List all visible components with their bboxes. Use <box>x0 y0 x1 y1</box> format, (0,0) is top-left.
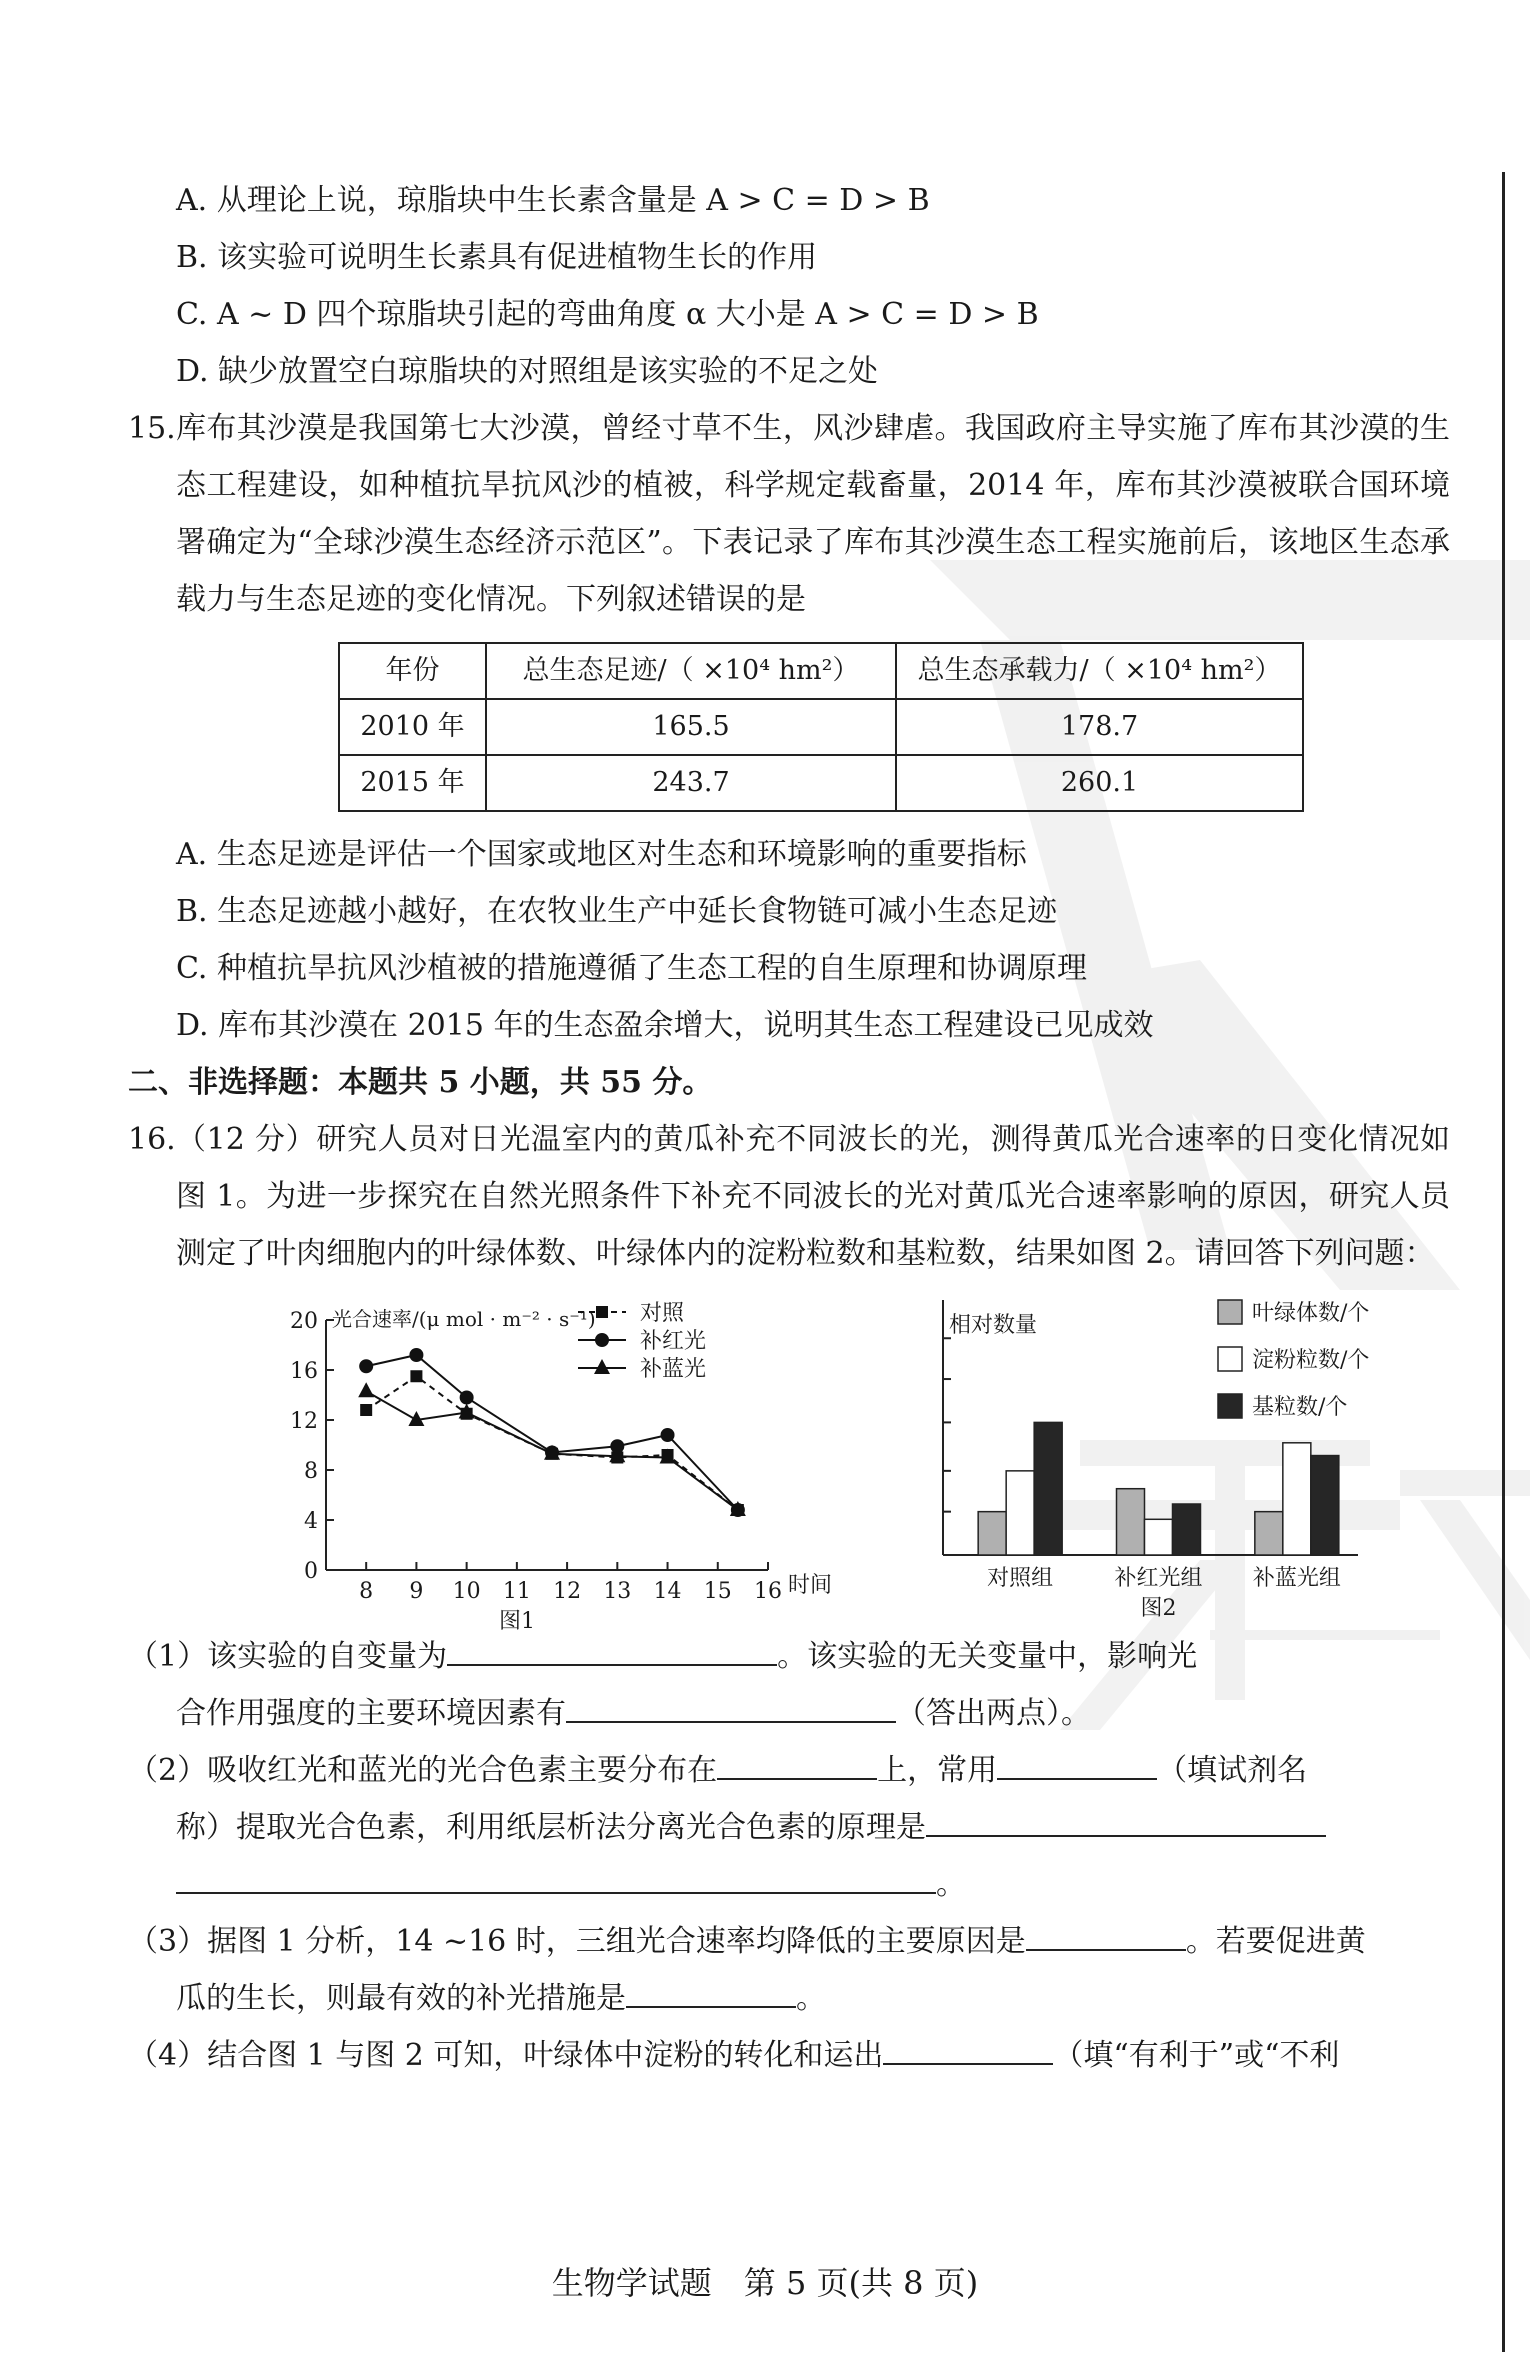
y-tick-label: 0 <box>304 1559 318 1584</box>
q15-option-a: A. 生态足迹是评估一个国家或地区对生态和环境影响的重要指标 <box>176 837 1027 872</box>
category-label: 对照组 <box>987 1566 1054 1591</box>
x-axis-label: 时间 <box>788 1573 833 1598</box>
q14-option-b: B. 该实验可说明生长素具有促进植物生长的作用 <box>176 240 818 275</box>
sub-question-1-text: （1）该实验的自变量为 <box>128 1639 448 1674</box>
sub-question-4 <box>128 2027 1450 2084</box>
table-cell: 178.7 <box>896 699 1303 755</box>
sub-question-2-line <box>176 1799 1450 1856</box>
x-tick-label: 10 <box>452 1579 481 1604</box>
bar <box>978 1512 1006 1555</box>
sub-question-1-text: （答出两点）。 <box>896 1696 1091 1731</box>
q15-option-b: B. 生态足迹越小越好，在农牧业生产中延长食物链可减小生态足迹 <box>176 894 1058 929</box>
answer-blank[interactable] <box>997 1744 1157 1780</box>
table-header-row <box>339 643 1303 699</box>
sub-question-3-line <box>176 1970 1450 2027</box>
series-line <box>366 1376 738 1510</box>
legend-swatch <box>1218 1300 1242 1324</box>
section-heading: 二、非选择题：本题共 5 小题，共 55 分。 <box>128 1065 713 1100</box>
y-tick-label: 20 <box>290 1309 318 1334</box>
sub-question-4-line <box>128 2027 1450 2084</box>
x-tick-label: 9 <box>409 1579 424 1604</box>
legend-swatch <box>1218 1347 1242 1371</box>
sub-question-3-line <box>128 1913 1450 1970</box>
x-tick-label: 13 <box>603 1579 632 1604</box>
ecology-table <box>338 642 1304 812</box>
sub-question-2-text: （填试剂名 <box>1157 1753 1308 1788</box>
sub-question-3 <box>128 1913 1450 2027</box>
bar <box>1173 1504 1201 1555</box>
answer-blank[interactable] <box>566 1687 896 1723</box>
table-cell: 165.5 <box>486 699 896 755</box>
y-axis-label: 光合速率/(μ mol · m⁻² · s⁻¹) <box>332 1307 596 1331</box>
figure-caption: 图1 <box>499 1609 535 1634</box>
q15-option-d: D. 库布其沙漠在 2015 年的生态盈余增大，说明其生态工程建设已见成效 <box>176 1008 1154 1043</box>
sub-question-1-text: 合作用强度的主要环境因素有 <box>176 1696 566 1731</box>
data-point-triangle <box>358 1382 374 1397</box>
question-number: 15. <box>128 411 176 446</box>
sub-question-3-text: 。若要促进黄 <box>1185 1924 1366 1959</box>
q14-option-d: D. 缺少放置空白琼脂块的对照组是该实验的不足之处 <box>176 354 879 389</box>
y-tick-label: 8 <box>304 1459 318 1484</box>
legend-label: 补红光 <box>640 1329 707 1354</box>
data-point-circle <box>460 1391 474 1405</box>
category-label: 补红光组 <box>1114 1566 1203 1591</box>
bar <box>1311 1456 1339 1555</box>
q14-option-a: A. 从理论上说，琼脂块中生长素含量是 A > C = D > B <box>176 183 930 218</box>
bar <box>1117 1489 1145 1555</box>
y-tick-label: 4 <box>304 1509 318 1534</box>
data-point-triangle <box>594 1359 610 1374</box>
figure-caption: 图2 <box>1140 1596 1177 1621</box>
data-point-circle <box>409 1348 423 1362</box>
y-axis-label: 相对数量 <box>949 1313 1038 1338</box>
table-cell: 243.7 <box>486 755 896 811</box>
table-row <box>339 699 1303 755</box>
y-tick-label: 16 <box>290 1359 318 1384</box>
sub-question-1-line <box>128 1685 1450 1742</box>
figure-2-bar-chart <box>918 1290 1438 1628</box>
bar <box>1145 1519 1173 1555</box>
bar <box>1034 1422 1062 1555</box>
question-number: 16. <box>128 1122 176 1157</box>
sub-question-1-line <box>128 1628 1450 1685</box>
y-tick-label: 12 <box>290 1409 318 1434</box>
sub-question-2-line <box>128 1742 1450 1799</box>
table-cell: 260.1 <box>896 755 1303 811</box>
sub-question-3-text: （3）据图 1 分析，14 ~16 时，三组光合速率均降低的主要原因是 <box>128 1924 1026 1959</box>
answer-blank[interactable] <box>626 1972 796 2008</box>
bar <box>1255 1512 1283 1555</box>
page-content <box>128 172 1450 2084</box>
legend-label: 基粒数/个 <box>1252 1395 1348 1420</box>
table-header: 总生态足迹/（ ×10⁴ hm²） <box>486 643 896 699</box>
table-header: 年份 <box>339 643 486 699</box>
answer-blank[interactable] <box>447 1630 777 1666</box>
table-header: 总生态承载力/（ ×10⁴ hm²） <box>896 643 1303 699</box>
answer-blank[interactable] <box>717 1744 877 1780</box>
table-row <box>339 755 1303 811</box>
sub-question-2-end: 。 <box>936 1867 966 1902</box>
data-point-circle <box>661 1428 675 1442</box>
x-tick-label: 12 <box>553 1579 582 1604</box>
table-cell: 2010 年 <box>339 699 486 755</box>
q15-option-c: C. 种植抗旱抗风沙植被的措施遵循了生态工程的自生原理和协调原理 <box>176 951 1087 986</box>
question-stem: 库布其沙漠是我国第七大沙漠，曾经寸草不生，风沙肆虐。我国政府主导实施了库布其沙漠的生态工程建设，如种植抗旱抗风沙的植被，科学规定载畜量，2014 年，库布其沙漠被联合国环境署确定为“全球沙漠生态经济示范区”。下表记录了库布其沙漠生态工程实施前后，该地区生态承载力与生态足迹的变化情况。下列叙述错误的是 <box>176 411 1450 617</box>
figure-1-line-chart <box>238 1290 833 1634</box>
page-right-border <box>1502 172 1505 2352</box>
data-point-circle <box>595 1333 609 1347</box>
sub-question-2-text: 称）提取光合色素，利用纸层析法分离光合色素的原理是 <box>176 1810 926 1845</box>
data-point-circle <box>359 1359 373 1373</box>
sub-question-1 <box>128 1628 1450 1742</box>
answer-blank[interactable] <box>176 1858 936 1894</box>
sub-question-3-text: 。 <box>796 1981 826 2016</box>
question-15 <box>128 400 1450 628</box>
data-point-square <box>360 1404 372 1416</box>
answer-blank[interactable] <box>926 1801 1326 1837</box>
x-tick-label: 16 <box>754 1579 782 1604</box>
series-2 <box>358 1382 746 1516</box>
sub-question-4-text: （4）结合图 1 与图 2 可知，叶绿体中淀粉的转化和运出 <box>128 2038 884 2073</box>
sub-question-1-text: 。该实验的无关变量中，影响光 <box>777 1639 1198 1674</box>
x-tick-label: 11 <box>502 1579 531 1604</box>
bar <box>1283 1443 1311 1555</box>
sub-question-2-text: 上，常用 <box>877 1753 998 1788</box>
question-stem: （12 分）研究人员对日光温室内的黄瓜补充不同波长的光，测得黄瓜光合速率的日变化情况如图 1。为进一步探究在自然光照条件下补充不同波长的光对黄瓜光合速率影响的原因，研究人员测定了叶肉细胞内的叶绿体数、叶绿体内的淀粉粒数和基粒数，结果如图 2。请回答下列问题： <box>176 1122 1450 1271</box>
page-footer: 生物学试题 第 5 页(共 8 页) <box>551 2264 979 2302</box>
data-point-square <box>410 1370 422 1382</box>
x-tick-label: 14 <box>653 1579 682 1604</box>
legend-swatch <box>1218 1394 1242 1418</box>
sub-question-3-text: 瓜的生长，则最有效的补光措施是 <box>176 1981 626 2016</box>
table-cell: 2015 年 <box>339 755 486 811</box>
legend-label: 淀粉粒数/个 <box>1252 1348 1370 1373</box>
category-label: 补蓝光组 <box>1252 1566 1341 1591</box>
legend-label: 补蓝光 <box>640 1357 707 1382</box>
x-tick-label: 15 <box>703 1579 732 1604</box>
bar <box>1006 1471 1034 1555</box>
answer-blank[interactable] <box>883 2029 1053 2065</box>
sub-question-2 <box>128 1742 1450 1913</box>
data-point-square <box>596 1306 608 1318</box>
sub-question-4-text: （填“有利于”或“不利 <box>1053 2038 1340 2073</box>
figures-row <box>128 1290 1450 1634</box>
answer-blank[interactable] <box>1026 1915 1186 1951</box>
sub-question-2-line <box>176 1856 1450 1913</box>
series-0 <box>360 1370 744 1516</box>
q14-option-c: C. A ~ D 四个琼脂块引起的弯曲角度 α 大小是 A > C = D > B <box>176 297 1039 332</box>
legend-label: 叶绿体数/个 <box>1252 1301 1370 1326</box>
legend-label: 对照 <box>640 1301 685 1326</box>
sub-question-2-text: （2）吸收红光和蓝光的光合色素主要分布在 <box>128 1753 718 1788</box>
x-tick-label: 8 <box>359 1579 374 1604</box>
question-16 <box>128 1111 1450 1282</box>
